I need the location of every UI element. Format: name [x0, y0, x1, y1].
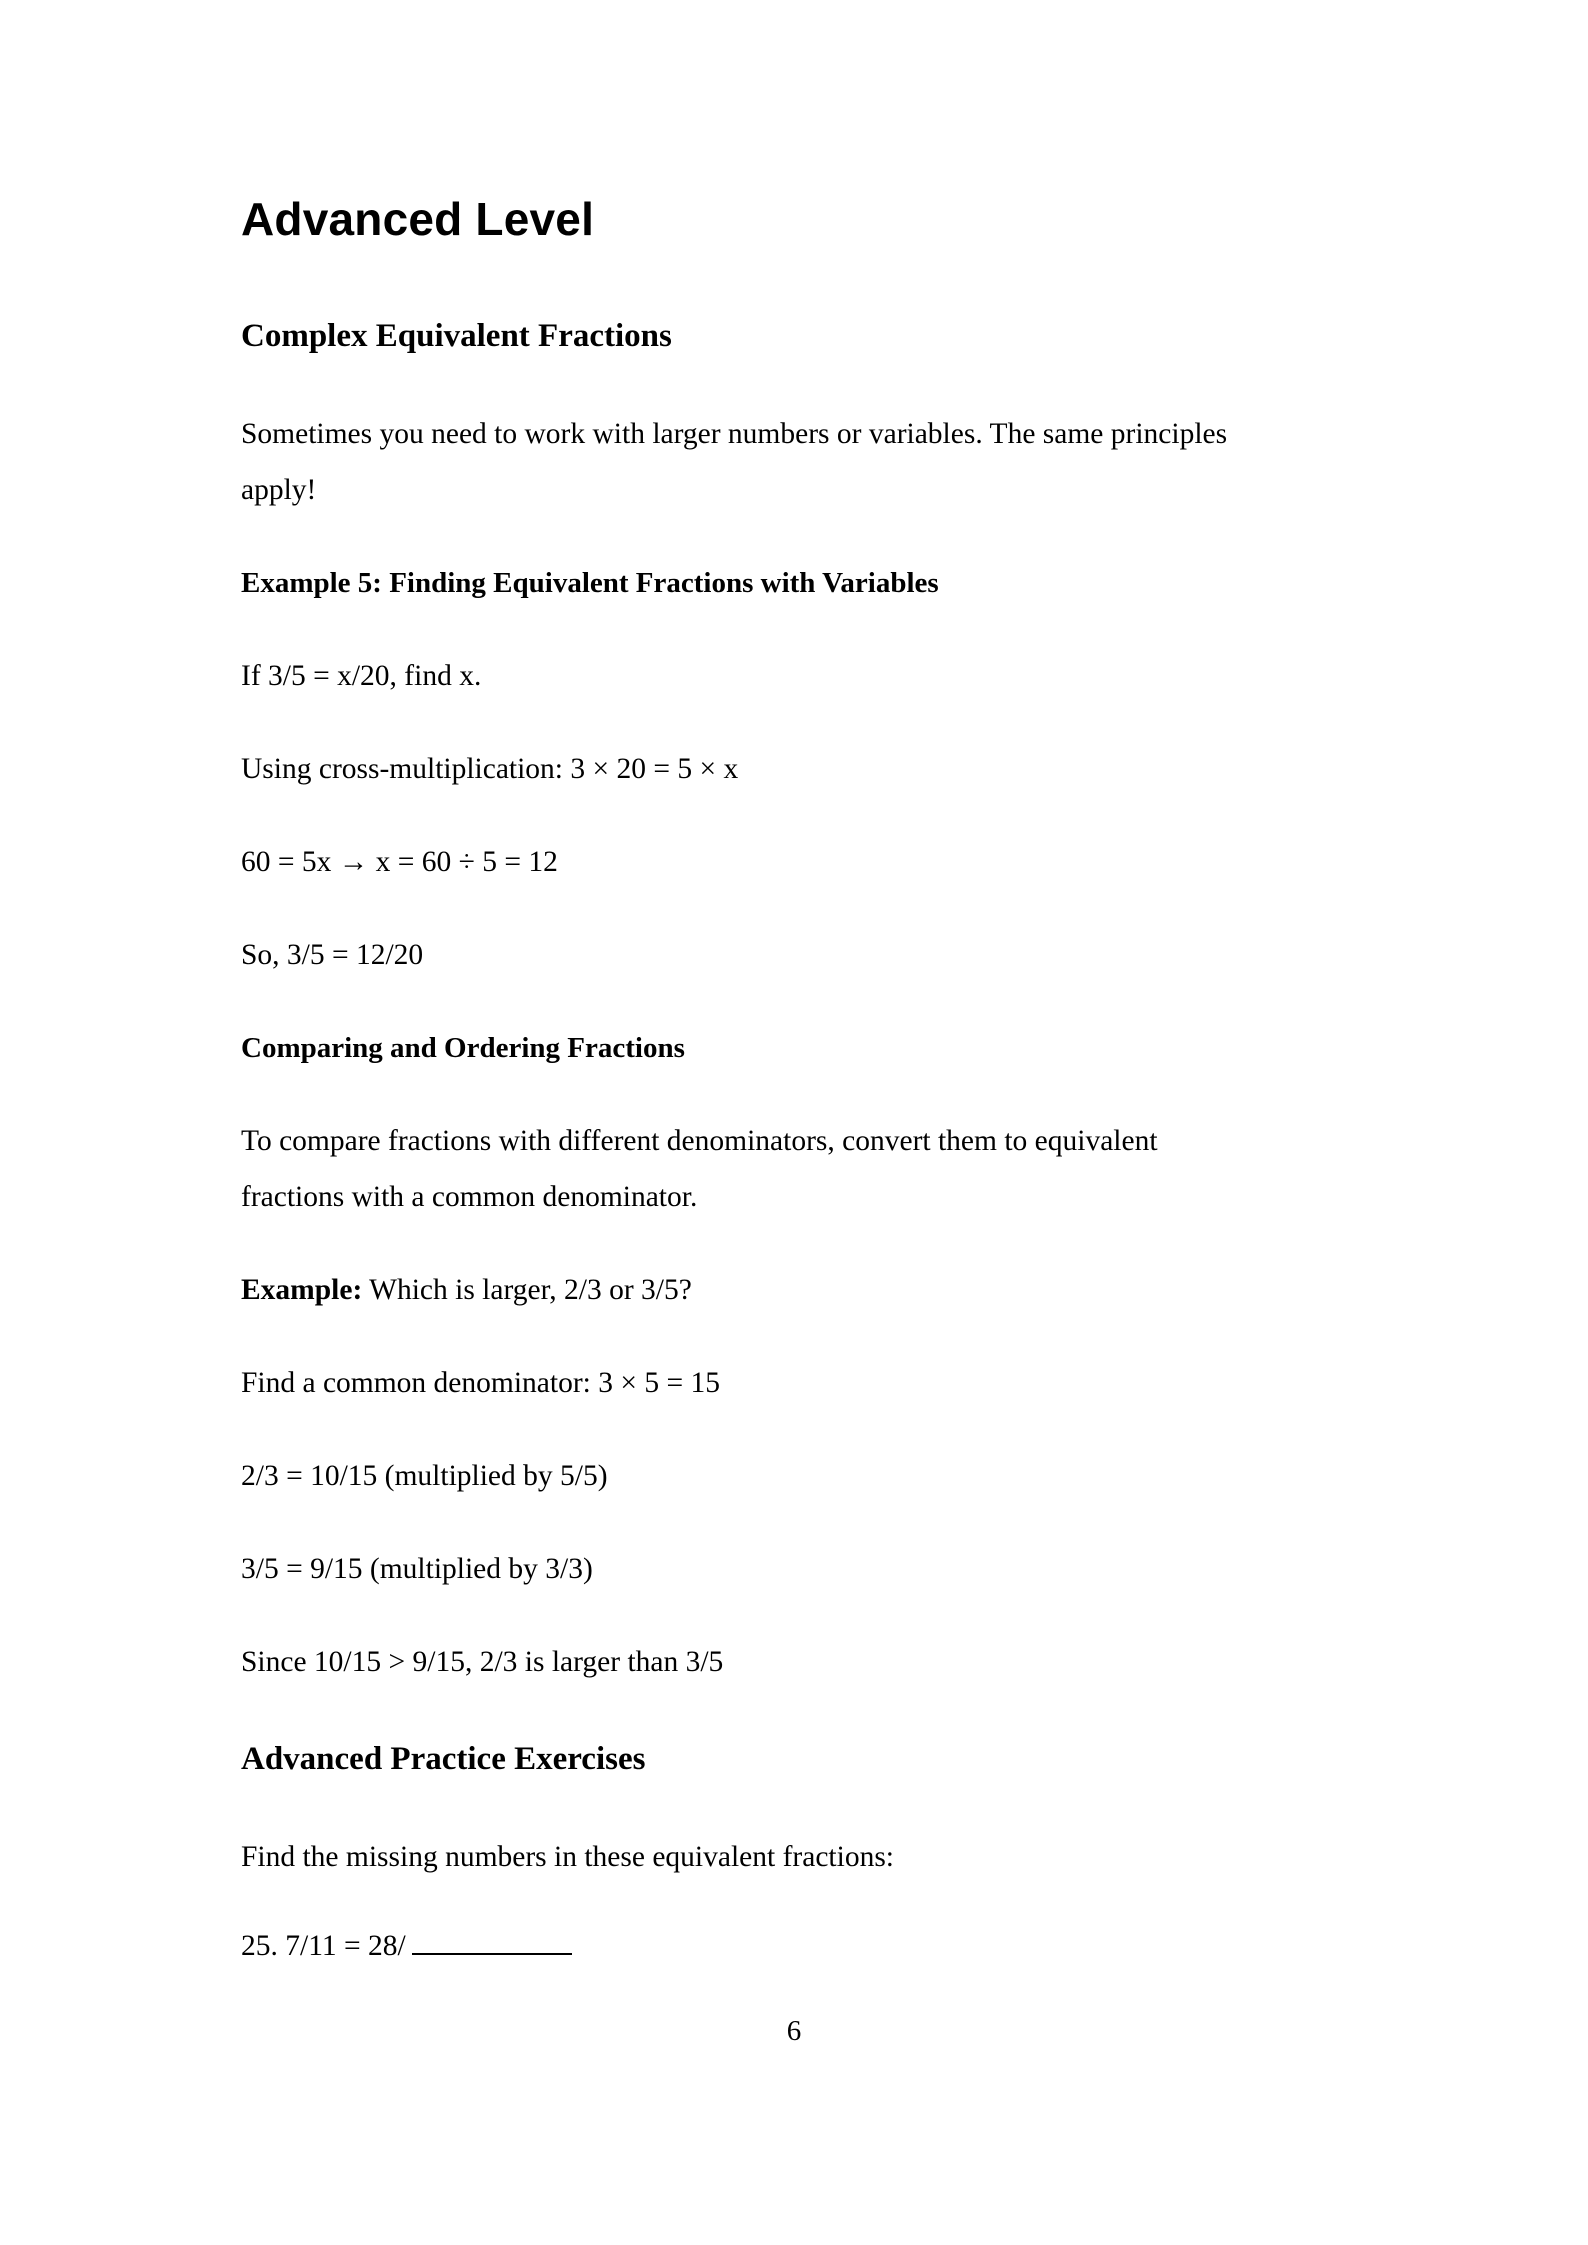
example-label: Example: [241, 1274, 363, 1306]
section-heading-comparing-fractions: Comparing and Ordering Fractions [241, 1032, 685, 1064]
page-title: Advanced Level [241, 193, 595, 245]
example-line: Since 10/15 > 9/15, 2/3 is larger than 3/5 [241, 1646, 724, 1678]
example-question [241, 1262, 692, 1318]
section-intro-line: apply! [241, 474, 317, 506]
example-question-text: Which is larger, 2/3 or 3/5? [362, 1274, 692, 1306]
example-line: Find a common denominator: 3 × 5 = 15 [241, 1367, 721, 1399]
example-line: Using cross-multiplication: 3 × 20 = 5 × x [241, 753, 739, 785]
practice-heading: Advanced Practice Exercises [241, 1741, 646, 1777]
exercise-item [241, 1918, 572, 1974]
exercise-number: 25. [241, 1930, 278, 1962]
page-number: 6 [786, 2015, 802, 2047]
example-line: 60 = 5x → x = 60 ÷ 5 = 12 [241, 846, 558, 878]
example-line: So, 3/5 = 12/20 [241, 939, 424, 971]
answer-blank[interactable] [412, 1931, 572, 1955]
example-heading: Example 5: Finding Equivalent Fractions with Variables [241, 567, 939, 599]
example-line: 2/3 = 10/15 (multiplied by 5/5) [241, 1460, 608, 1492]
exercise-prompt: 7/11 = 28/ [285, 1930, 406, 1962]
section-intro-line: To compare fractions with different denominators, convert them to equivalent [241, 1125, 1158, 1157]
section-heading-complex-equivalent-fractions: Complex Equivalent Fractions [241, 318, 672, 354]
practice-instruction: Find the missing numbers in these equivalent fractions: [241, 1841, 894, 1873]
example-line: 3/5 = 9/15 (multiplied by 3/3) [241, 1553, 593, 1585]
example-line: If 3/5 = x/20, find x. [241, 660, 482, 692]
section-intro-line: fractions with a common denominator. [241, 1181, 698, 1213]
section-intro-line: Sometimes you need to work with larger numbers or variables. The same principles [241, 418, 1228, 450]
